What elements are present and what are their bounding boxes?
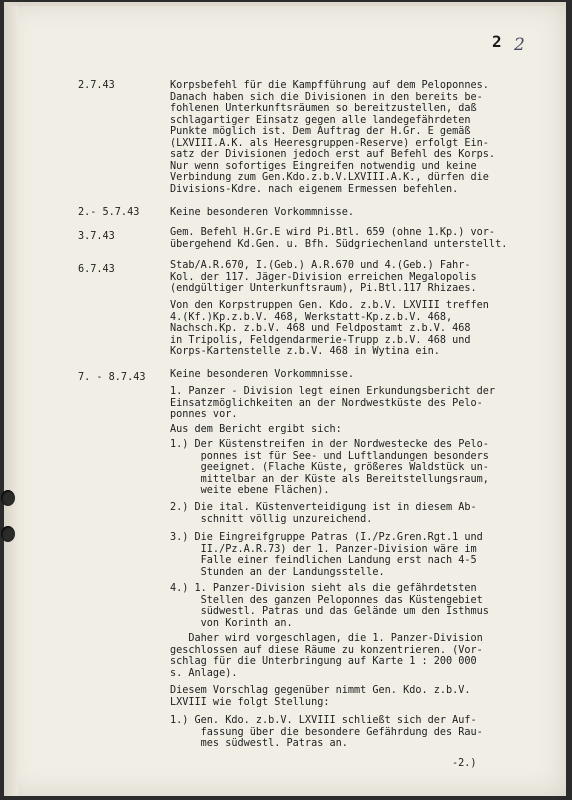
entry-date: 3.7.43 (78, 231, 115, 242)
document-page (4, 2, 566, 796)
entry-text-line: in Tripolis, Feldgendarmerie-Trupp z.b.V. 468 und (170, 334, 471, 346)
handwritten-page-number: 2 (514, 35, 525, 55)
entry-text-line: satz der Divisionen jedoch erst auf Befehl des Korps. (170, 149, 496, 160)
entry-text-line: 4.) 1. Panzer-Division sieht als die gefährdetsten (170, 583, 477, 594)
entry-text-line: Daher wird vorgeschlagen, die 1. Panzer-Division (170, 633, 483, 644)
entry-text-line: Einsatzmöglichkeiten an der Nordwestküste des Pelo- (170, 397, 483, 409)
entry-date: 7. - 8.7.43 (78, 372, 146, 383)
entry-text-line: weite ebene Flächen). (170, 485, 330, 496)
entry-date: 6.7.43 (78, 264, 115, 275)
entry-text-line: Falle einer feindlichen Landung erst nach 4-5 (170, 555, 477, 566)
entry-text-line: Nur wenn sofortiges Eingreifen notwendig und keine (170, 160, 477, 172)
page-top-edge (4, 2, 566, 6)
entry-text-line: Nachsch.Kp. z.b.V. 468 und Feldpostamt z.b.V. 468 (170, 323, 471, 334)
entry-text-line: 1.) Der Küstenstreifen in der Nordwestecke des Pelo- (170, 439, 489, 450)
entry-text-line: fassung über die besondere Gefährdung des Rau- (170, 726, 483, 738)
punch-hole-lower (1, 526, 15, 542)
entry-text-line: mittelbar an der Küste als Bereitstellungsraum, (170, 473, 489, 485)
entry-date: 2.- 5.7.43 (78, 207, 140, 218)
entry-text-line: 4.(Kf.)Kp.z.b.V. 468, Werkstatt-Kp.z.b.V. 468, (170, 311, 453, 323)
entry-text-line: (LXVIII.A.K. als Heeresgruppen-Reserve) erfolgt Ein- (170, 137, 489, 149)
entry-text-line: s. Anlage). (170, 667, 238, 679)
binder-margin (4, 2, 18, 796)
entry-text-line: geeignet. (Flache Küste, größeres Waldstück un- (170, 462, 489, 473)
entry-text-line: schlag für die Unterbringung auf Karte 1 : 200 000 (170, 656, 477, 667)
entry-text-line: Punkte möglich ist. Dem Auftrag der H.Gr. E gemäß (170, 126, 471, 137)
entry-text-line: Korpsbefehl für die Kampfführung auf dem Peloponnes. (170, 80, 489, 91)
entry-date: 2.7.43 (78, 80, 115, 91)
entry-text-line: Keine besonderen Vorkommnisse. (170, 369, 355, 380)
entry-text-line: Korps-Kartenstelle z.b.V. 468 in Wytina ein. (170, 346, 440, 357)
entry-text-line: Kol. der 117. Jäger-Division erreichen Megalopolis (170, 271, 477, 283)
entry-text-line: II./Pz.A.R.73) der 1. Panzer-Division wäre im (170, 543, 477, 555)
entry-text-line: 1.) Gen. Kdo. z.b.V. LXVIII schließt sich der Auf- (170, 715, 477, 726)
page-number: 2 (492, 32, 502, 51)
entry-text-line: von Korinth an. (170, 617, 293, 629)
entry-text-line: LXVIII wie folgt Stellung: (170, 696, 330, 708)
continuation-marker: -2.) (452, 758, 477, 769)
punch-hole-upper (1, 490, 15, 506)
entry-text-line: Gem. Befehl H.Gr.E wird Pi.Btl. 659 (ohne 1.Kp.) vor- (170, 227, 496, 238)
entry-text-line: fohlenen Unterkunftsräumen so bereitzustellen, daß (170, 103, 477, 114)
entry-text-line: geschlossen auf diese Räume zu konzentrieren. (Vor- (170, 644, 483, 656)
entry-text-line: Danach haben sich die Divisionen in den bereits be- (170, 91, 483, 103)
entry-text-line: 2.) Die ital. Küstenverteidigung ist in diesem Ab- (170, 502, 477, 513)
entry-text-line: Diesem Vorschlag gegenüber nimmt Gen. Kdo. z.b.V. (170, 685, 471, 696)
entry-text-line: ponnes ist für See- und Luftlandungen besonders (170, 450, 489, 462)
entry-text-line: 3.) Die Eingreifgruppe Patras (I./Pz.Gren.Rgt.1 und (170, 532, 483, 543)
entry-text-line: Divisions-Kdre. nach eigenem Ermessen befehlen. (170, 183, 459, 195)
entry-text-line: Verbindung zum Gen.Kdo.z.b.V.LXVIII.A.K., dürfen die (170, 172, 489, 183)
entry-text-line: Stab/A.R.670, I.(Geb.) A.R.670 und 4.(Geb.) Fahr- (170, 260, 471, 271)
entry-text-line: (endgültiger Unterkunftsraum), Pi.Btl.117 Rhizaes. (170, 283, 477, 294)
entry-text-line: Von den Korpstruppen Gen. Kdo. z.b.V. LXVIII treffen (170, 300, 489, 311)
entry-text-line: schlagartiger Einsatz gegen alle landegefährdeten (170, 114, 471, 126)
entry-text-line: ponnes vor. (170, 409, 238, 420)
entry-text-line: Stunden an der Landungsstelle. (170, 566, 385, 578)
entry-text-line: südwestl. Patras und das Gelände um den Isthmus (170, 606, 489, 617)
entry-text-line: mes südwestl. Patras an. (170, 738, 348, 749)
entry-text-line: Stellen des ganzen Peloponnes das Küstengebiet (170, 594, 483, 606)
entry-text-line: übergehend Kd.Gen. u. Bfh. Südgriechenland unterstellt. (170, 238, 508, 250)
entry-text-line: Aus dem Bericht ergibt sich: (170, 424, 342, 435)
entry-text-line: Keine besonderen Vorkommnisse. (170, 207, 355, 218)
entry-text-line: schnitt völlig unzureichend. (170, 513, 373, 525)
entry-text-line: 1. Panzer - Division legt einen Erkundungsbericht der (170, 386, 496, 397)
